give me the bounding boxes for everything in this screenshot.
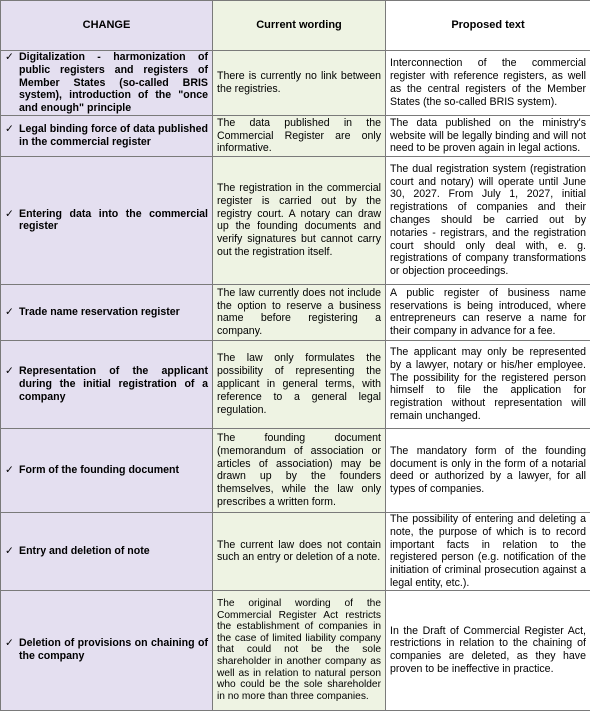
check-mark-icon: ✓: [5, 306, 19, 319]
table-row: [1, 284, 590, 340]
table-row: [1, 512, 590, 590]
change-text: Trade name reservation register: [19, 306, 208, 319]
change-cell: [1, 340, 213, 428]
check-mark-icon: ✓: [5, 208, 19, 221]
current-wording-cell: The original wording of the Commercial Register Act restricts the establishment of companies in the case of limited liability company that could not be the sole shareholder in another company as well as in relation to natural person who could be the sole shareholder in no more than three companies.: [213, 590, 386, 710]
current-wording-cell: The founding document (memorandum of association or articles of association) may be drawn up by the founders themselves, while the law only prescribes a written form.: [213, 428, 386, 512]
proposed-text-cell: In the Draft of Commercial Register Act, restrictions in relation to the chaining of companies are deleted, as they have proven to be ineffective in practice.: [386, 590, 590, 710]
current-wording-cell: The registration in the commercial register is carried out by the registry court. A notary can draw up the founding documents and verify signatures but cannot carry out the registration itself.: [213, 156, 386, 284]
table-row: [1, 51, 590, 116]
check-mark-icon: ✓: [5, 464, 19, 477]
change-text: Deletion of provisions on chaining of the company: [19, 637, 208, 663]
header-row: [1, 1, 590, 51]
check-mark-icon: ✓: [5, 123, 19, 136]
change-text: Entering data into the commercial register: [19, 208, 208, 234]
change-cell: [1, 156, 213, 284]
table-row: [1, 590, 590, 710]
change-cell: [1, 512, 213, 590]
check-mark-icon: ✓: [5, 545, 19, 558]
proposed-text-cell: The possibility of entering and deleting a note, the purpose of which is to record important facts in relation to the registered person (e.g. notification of the initiation of criminal prosecution against a legal entity, etc.).: [386, 512, 590, 590]
proposed-text-cell: The dual registration system (registration court and notary) will operate until June 30, 2027. From July 1, 2027, initial registrations of companies and their changes should be carried out by notaries - registrars, and the registration court should only deal with, e. g. registrations of company transformations or objection proceedings.: [386, 156, 590, 284]
change-cell: [1, 428, 213, 512]
change-text: Form of the founding document: [19, 464, 208, 477]
table-row: [1, 115, 590, 156]
current-wording-cell: The law only formulates the possibility of representing the applicant in general terms, with reference to a general legal regulation.: [213, 340, 386, 428]
table-row: [1, 340, 590, 428]
current-wording-cell: The law currently does not include the option to reserve a business name before registering a company.: [213, 284, 386, 340]
change-text: Digitalization - harmonization of public registers and registers of Member States (so-called BRIS system), introduction of the "once and enough" principle: [19, 51, 208, 115]
current-wording-cell: The data published in the Commercial Register are only informative.: [213, 115, 386, 156]
proposed-text-cell: The mandatory form of the founding document is only in the form of a notarial deed or authorized by a lawyer, for all types of companies.: [386, 428, 590, 512]
check-mark-icon: ✓: [5, 365, 19, 378]
header-proposed-text: Proposed text: [386, 1, 590, 51]
table-row: [1, 428, 590, 512]
table-row: [1, 156, 590, 284]
header-current-wording: Current wording: [213, 1, 386, 51]
change-cell: [1, 590, 213, 710]
proposed-text-cell: The data published on the ministry's website will be legally binding and will not need to be proven again in legal actions.: [386, 115, 590, 156]
current-wording-cell: The current law does not contain such an entry or deletion of a note.: [213, 512, 386, 590]
change-text: Entry and deletion of note: [19, 545, 208, 558]
proposed-text-cell: Interconnection of the commercial register with reference registers, as well as the central registers of the Member States (the so-called BRIS system).: [386, 51, 590, 116]
change-cell: [1, 115, 213, 156]
proposed-text-cell: A public register of business name reservations is being introduced, where entrepreneurs can reserve a name for their company in advance for a fee.: [386, 284, 590, 340]
change-text: Legal binding force of data published in the commercial register: [19, 123, 208, 149]
check-mark-icon: ✓: [5, 51, 19, 64]
change-text: Representation of the applicant during the initial registration of a company: [19, 365, 208, 403]
change-cell: [1, 284, 213, 340]
header-change: CHANGE: [1, 1, 213, 51]
check-mark-icon: ✓: [5, 637, 19, 650]
proposed-text-cell: The applicant may only be represented by a lawyer, notary or his/her employee. The possibility for the registered person himself to file the application for registration without representation will remain unchanged.: [386, 340, 590, 428]
change-cell: [1, 51, 213, 116]
current-wording-cell: There is currently no link between the registries.: [213, 51, 386, 116]
